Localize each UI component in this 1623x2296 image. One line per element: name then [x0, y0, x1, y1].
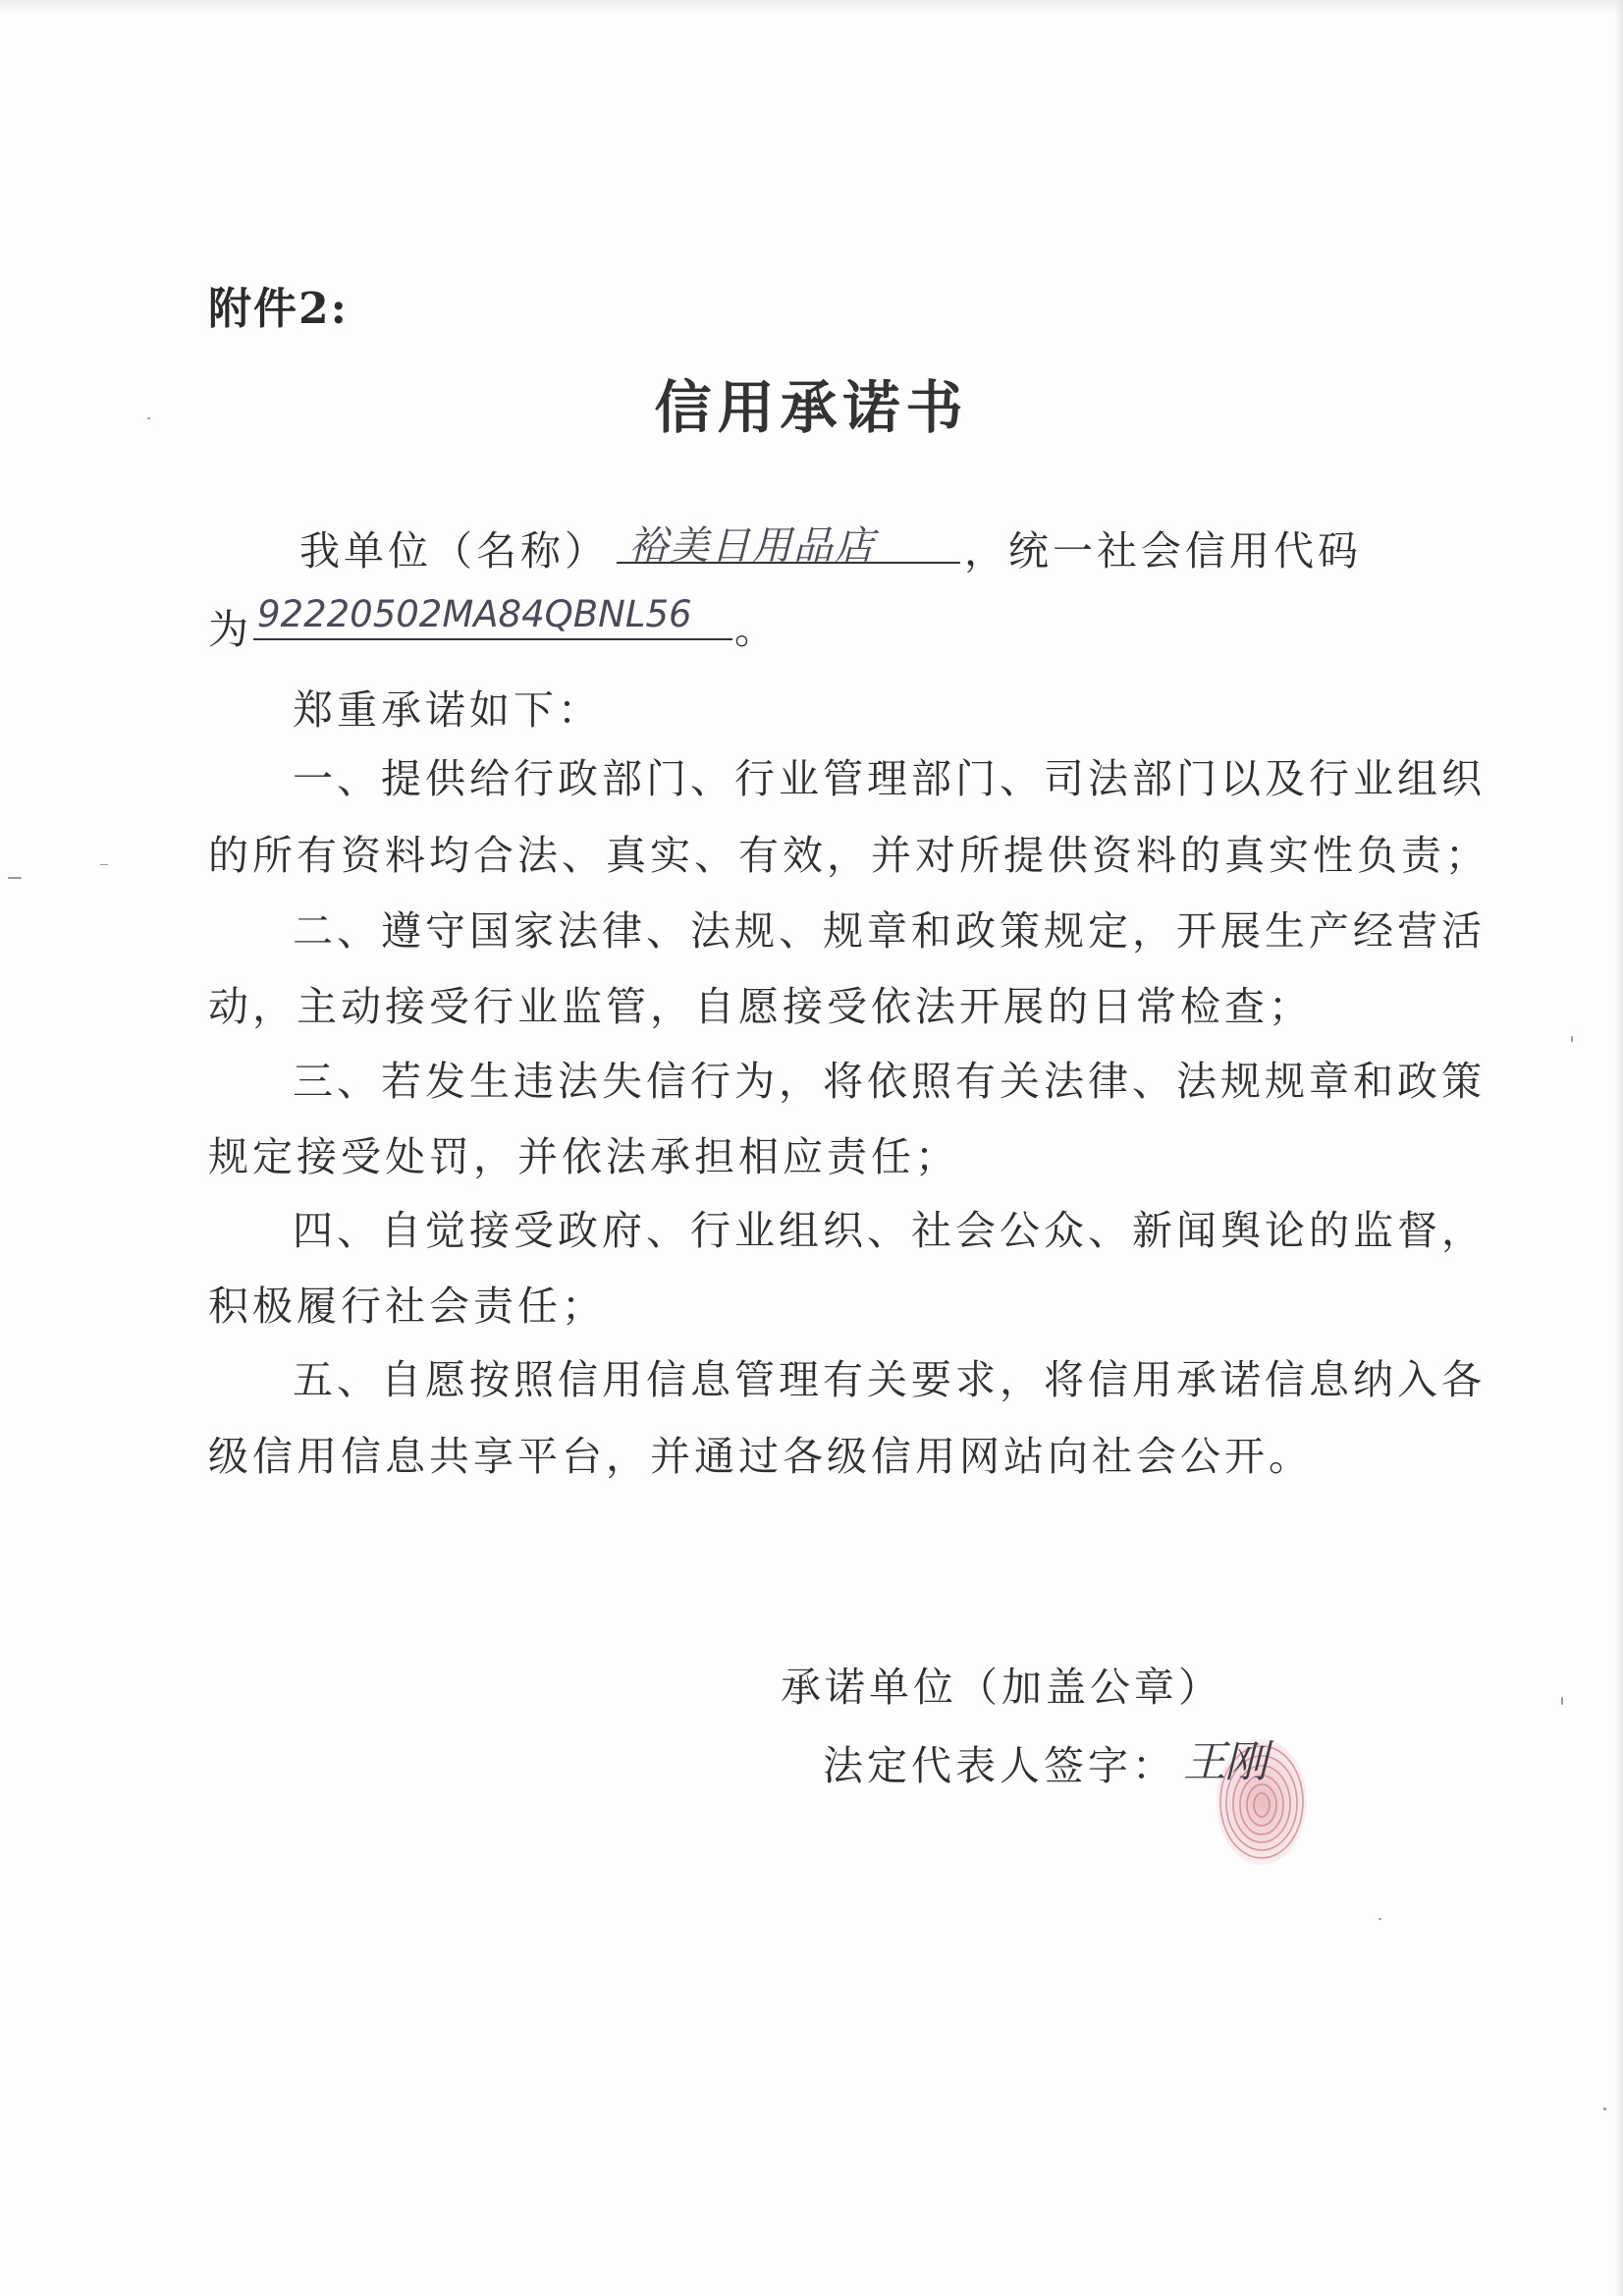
intro-middle: ，统一社会信用代码	[964, 527, 1362, 574]
scan-speck	[1379, 1918, 1381, 1920]
clause-1-line-1: 一、提供给行政部门、行业管理部门、司法部门以及行业组织	[293, 755, 1486, 802]
scan-edge-right	[1615, 0, 1623, 2296]
solemn-promise: 郑重承诺如下：	[293, 686, 602, 734]
credit-code-handwritten: 92220502MA84QBNL56	[257, 593, 692, 635]
scan-speck	[147, 417, 150, 419]
intro-prefix: 我单位（名称）	[299, 527, 609, 574]
scan-speck	[1561, 1697, 1563, 1705]
clause-5-line-1: 五、自愿按照信用信息管理有关要求，将信用承诺信息纳入各	[293, 1356, 1486, 1403]
intro-code-prefix: 为	[208, 606, 252, 653]
clause-4-line-2: 积极履行社会责任；	[208, 1283, 606, 1330]
promising-unit-label: 承诺单位（加盖公章）	[781, 1664, 1222, 1711]
legal-rep-signature: 王刚	[1183, 1737, 1266, 1787]
clause-1-line-2: 的所有资料均合法、真实、有效，并对所提供资料的真实性负责；	[208, 832, 1489, 879]
scan-speck	[1603, 2107, 1606, 2110]
attachment-label: 附件2:	[208, 284, 349, 334]
clause-2-line-1: 二、遵守国家法律、法规、规章和政策规定，开展生产经营活	[293, 907, 1486, 955]
scan-edge-top	[0, 0, 1623, 16]
scan-speck	[1571, 1036, 1573, 1042]
clause-5-line-2: 级信用信息共享平台，并通过各级信用网站向社会公开。	[208, 1433, 1313, 1480]
clause-2-line-2: 动，主动接受行业监管，自愿接受依法开展的日常检查；	[208, 983, 1313, 1030]
clause-3-line-1: 三、若发生违法失信行为，将依照有关法律、法规规章和政策	[293, 1058, 1486, 1105]
document-title: 信用承诺书	[654, 374, 969, 441]
clause-3-line-2: 规定接受处罚，并依法承担相应责任；	[208, 1133, 959, 1180]
clause-4-line-1: 四、自觉接受政府、行业组织、社会公众、新闻舆论的监督，	[293, 1207, 1486, 1254]
scan-speck	[8, 877, 22, 879]
company-name-handwritten: 裕美日用品店	[628, 523, 876, 569]
intro-code-suffix: 。	[734, 606, 779, 653]
credit-code-underline	[253, 638, 732, 640]
scan-speck	[100, 864, 108, 865]
company-name-underline	[617, 562, 960, 564]
legal-rep-label: 法定代表人签字：	[823, 1742, 1176, 1789]
